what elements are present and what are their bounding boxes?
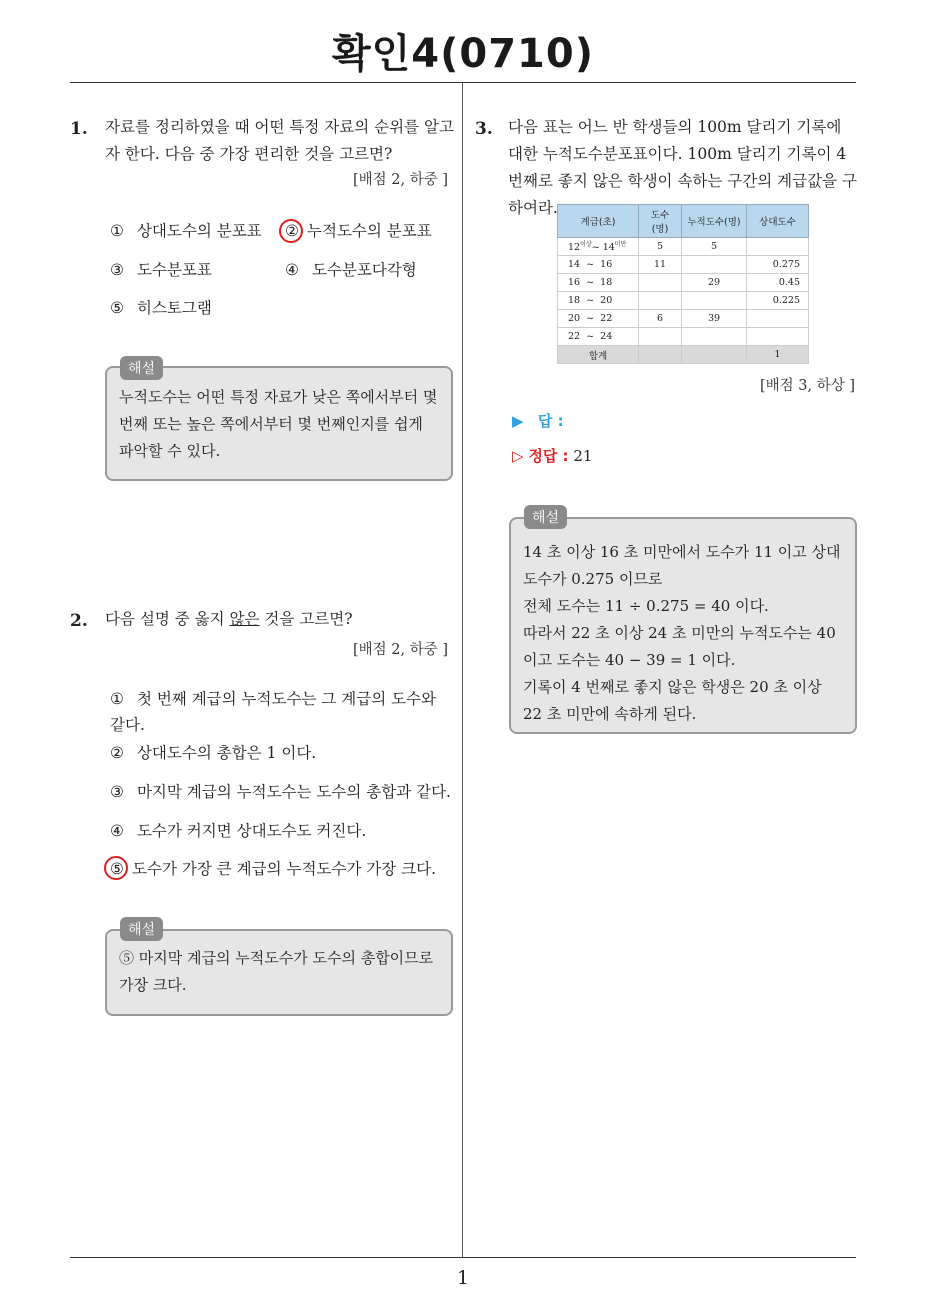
rel-cell: 0.275 (747, 256, 809, 274)
q3-explanation-line-4: 기록이 4 번째로 좋지 않은 학생은 20 초 이상 22 초 미만에 속하게 된다. (523, 678, 822, 723)
q3-number: 3. (475, 119, 493, 139)
q1-option-2-text: 누적도수의 분포표 (307, 222, 432, 240)
freq-cell: 6 (639, 310, 682, 328)
q2-option-2-num: ② (110, 744, 124, 762)
table-row (558, 310, 809, 328)
table-row (558, 238, 809, 256)
class-cell (558, 310, 639, 328)
class-cell (558, 274, 639, 292)
q2-option-1-num: ① (110, 690, 124, 708)
class-separator: ~ (586, 331, 595, 342)
class-start: 12 (568, 242, 581, 254)
class-start: 16 (568, 277, 581, 288)
class-start: 18 (568, 295, 581, 306)
q3-answer-line (512, 410, 564, 431)
table-header: 도수(명) (639, 205, 682, 238)
q3-correct-label: 정답 : (528, 447, 569, 465)
q1-option-1-text: 상대도수의 분포표 (136, 222, 262, 240)
total-freq-cell (639, 346, 682, 364)
q1-option-5-text: 히스토그램 (136, 299, 212, 317)
total-rel-cell: 1 (747, 346, 809, 364)
q2-explanation-box (105, 929, 453, 1016)
q3-answer-label: 답 : (537, 412, 564, 430)
rel-cell (747, 328, 809, 346)
correct-arrow-icon: ▷ (512, 447, 524, 465)
q1-option-3[interactable] (110, 257, 212, 283)
q1-option-5-num: ⑤ (110, 299, 124, 317)
q2-option-2-text: 상대도수의 총합은 1 이다. (136, 744, 317, 762)
q2-score: [배점 2, 하중 ] (352, 642, 448, 658)
table-row (558, 274, 809, 292)
q2-option-5-num: ⑤ (110, 860, 124, 878)
rel-cell (747, 238, 809, 256)
class-end: 14 (602, 242, 615, 254)
cumulative-frequency-table (557, 204, 809, 364)
q1-option-1[interactable] (110, 218, 262, 244)
q2-option-1[interactable] (110, 686, 450, 738)
q1-option-4-num: ④ (285, 261, 299, 279)
q2-option-3[interactable] (110, 779, 451, 805)
class-start-suffix: 이상 (580, 241, 592, 249)
column-divider (462, 83, 463, 1257)
q2-option-4-num: ④ (110, 822, 124, 840)
q3-correct-answer-line (512, 445, 592, 466)
q3-explanation-line-1: 14 초 이상 16 초 미만에서 도수가 11 이고 상대 도수가 0.275 이므로 (523, 543, 841, 588)
q2-selected-answer-circle (104, 856, 128, 880)
q2-text-underlined: 않은 (229, 610, 260, 628)
q1-explanation-label: 해설 (120, 356, 163, 380)
q2-option-3-text: 마지막 계급의 누적도수는 도수의 총합과 같다. (136, 783, 451, 801)
total-label: 합계 (558, 346, 639, 364)
cum-cell (682, 328, 747, 346)
page-title: 확인4(0710) (331, 31, 594, 77)
class-cell (558, 256, 639, 274)
q3-explanation-label: 해설 (524, 505, 567, 529)
cum-cell: 5 (682, 238, 747, 256)
q3-score: [배점 3, 하상 ] (759, 378, 855, 394)
class-end-suffix: 미만 (614, 241, 627, 249)
page-number: 1 (456, 1267, 470, 1289)
table-header: 누적도수(명) (682, 205, 747, 238)
q2-explanation-label: 해설 (120, 917, 163, 941)
q2-option-5-text: 도수가 가장 큰 계급의 누적도수가 가장 크다. (132, 860, 437, 878)
rel-cell (747, 310, 809, 328)
class-separator: ~ (586, 259, 595, 270)
top-rule (70, 82, 856, 83)
class-end: 22 (600, 313, 613, 324)
q2-option-4[interactable] (110, 818, 366, 844)
q1-selected-answer-circle (279, 219, 303, 243)
class-end: 16 (600, 259, 613, 270)
class-start: 22 (568, 331, 581, 342)
q1-option-3-num: ③ (110, 261, 124, 279)
q3-correct-value: 21 (573, 447, 593, 465)
q2-text-before: 다음 설명 중 옳지 (105, 610, 230, 628)
table-row (558, 256, 809, 274)
table-header: 계급(초) (558, 205, 639, 238)
q3-explanation-box (509, 517, 857, 734)
class-start: 14 (568, 259, 581, 270)
class-separator: ~ (586, 277, 595, 288)
q3-explanation-line-3: 따라서 22 초 이상 24 초 미만의 누적도수는 40 이고 도수는 40 − 39 = 1 이다. (523, 624, 836, 669)
q1-option-1-num: ① (110, 222, 124, 240)
q1-option-4[interactable] (285, 257, 417, 283)
q1-option-5[interactable] (110, 295, 212, 321)
rel-cell: 0.45 (747, 274, 809, 292)
q2-option-5[interactable] (110, 856, 436, 882)
class-cell (558, 292, 639, 310)
q2-option-2[interactable] (110, 740, 316, 766)
cum-cell (682, 292, 747, 310)
freq-cell: 5 (639, 238, 682, 256)
table-row (558, 292, 809, 310)
class-separator: ~ (591, 242, 600, 254)
q2-option-3-num: ③ (110, 783, 124, 801)
q3-explanation-line-2: 전체 도수는 11 ÷ 0.275 = 40 이다. (523, 597, 769, 615)
q1-score: [배점 2, 하중 ] (352, 172, 448, 188)
table-total-row (558, 346, 809, 364)
class-cell (558, 328, 639, 346)
q2-option-4-text: 도수가 커지면 상대도수도 커진다. (136, 822, 367, 840)
q2-number: 2. (70, 611, 88, 631)
q1-number: 1. (70, 119, 88, 139)
freq-cell (639, 274, 682, 292)
q1-explanation-text: 누적도수는 어떤 특정 자료가 낮은 쪽에서부터 몇 번째 또는 높은 쪽에서부터 몇 번째인지를 쉽게 파악할 수 있다. (119, 388, 438, 460)
answer-arrow-icon: ▶ (512, 412, 524, 430)
q2-option-1-text: 첫 번째 계급의 누적도수는 그 계급의 도수와 같다. (110, 690, 437, 734)
class-separator: ~ (586, 313, 595, 324)
q1-explanation-box (105, 366, 453, 481)
q1-option-2-num: ② (285, 222, 299, 240)
class-end: 20 (600, 295, 613, 306)
q2-explanation-text: ⑤ 마지막 계급의 누적도수가 도수의 총합이므로 가장 크다. (119, 949, 434, 994)
rel-cell: 0.225 (747, 292, 809, 310)
q1-option-3-text: 도수분포표 (136, 261, 212, 279)
freq-cell (639, 292, 682, 310)
class-end: 24 (600, 331, 613, 342)
q1-text: 자료를 정리하였을 때 어떤 특정 자료의 순위를 알고자 한다. 다음 중 가장 편리한 것을 고르면? (105, 118, 454, 163)
freq-cell (639, 328, 682, 346)
cum-cell (682, 256, 747, 274)
q1-option-4-text: 도수분포다각형 (311, 261, 417, 279)
table-header: 상대도수 (747, 205, 809, 238)
table-header-row (558, 205, 809, 238)
freq-cell: 11 (639, 256, 682, 274)
total-cum-cell (682, 346, 747, 364)
class-separator: ~ (586, 295, 595, 306)
q1-option-2[interactable] (285, 218, 432, 244)
table-row (558, 328, 809, 346)
q3-text: 다음 표는 어느 반 학생들의 100m 달리기 기록에 대한 누적도수분포표이다. 100m 달리기 기록이 4 번째로 좋지 않은 학생이 속하는 구간의 계급값을 구하여라. (508, 118, 857, 217)
class-end: 18 (600, 277, 613, 288)
cum-cell: 29 (682, 274, 747, 292)
q2-text-after: 것을 고르면? (259, 610, 353, 628)
class-start: 20 (568, 313, 581, 324)
bottom-rule (70, 1257, 856, 1258)
q2-text (105, 606, 455, 633)
cum-cell: 39 (682, 310, 747, 328)
class-cell (558, 238, 639, 256)
